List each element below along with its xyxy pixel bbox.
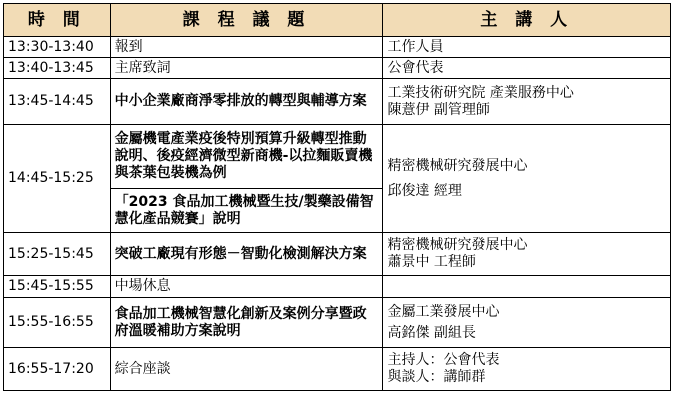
table-row xyxy=(4,37,671,58)
time-cell: 15:45-15:55 xyxy=(4,276,111,298)
speaker-cell xyxy=(383,37,671,58)
header-row xyxy=(4,4,671,37)
time-cell: 15:55-16:55 xyxy=(4,298,111,348)
speaker-cell xyxy=(383,58,671,79)
speaker-name: 高銘傑 副組長 xyxy=(387,324,476,341)
speaker-name: 邱俊達 經理 xyxy=(387,182,462,199)
speaker-line: 工作人員 xyxy=(387,38,444,55)
topic-cell: 食品加工機械智慧化創新及案例分享暨政府溫暖補助方案說明 xyxy=(110,298,383,348)
time-cell: 15:25-15:45 xyxy=(4,233,111,276)
speaker-org: 金屬工業發展中心 xyxy=(387,303,500,320)
topic-cell: 綜合座談 xyxy=(110,348,383,391)
speaker-line: 主持人：公會代表 xyxy=(387,352,500,368)
topic-cell: 中場休息 xyxy=(110,276,383,298)
header-topic: 課 程 議 題 xyxy=(110,4,383,37)
speaker-cell xyxy=(383,348,671,391)
topic-cell: 中小企業廠商淨零排放的轉型與輔導方案 xyxy=(110,79,383,125)
time-cell: 16:55-17:20 xyxy=(4,348,111,391)
table-row xyxy=(4,298,671,348)
topic-cell: 「2023 食品加工機械暨生技/製藥設備智慧化產品競賽」說明 xyxy=(110,189,383,233)
table-row xyxy=(4,348,671,391)
table-row xyxy=(4,58,671,79)
topic-cell: 金屬機電產業疫後特別預算升級轉型推動說明、後疫經濟微型新商機-以拉麵販賣機與茶葉包裝機為例 xyxy=(110,125,383,189)
speaker-cell xyxy=(383,233,671,276)
speaker-org: 工業技術研究院 產業服務中心 xyxy=(387,84,574,101)
agenda-table xyxy=(3,3,671,391)
time-cell: 13:45-14:45 xyxy=(4,79,111,125)
time-cell: 14:45-15:25 xyxy=(4,125,111,233)
speaker-name: 蕭景中 工程師 xyxy=(387,254,476,270)
table-row xyxy=(4,125,671,189)
speaker-cell xyxy=(383,298,671,348)
topic-cell: 突破工廠現有形態－智動化檢測解決方案 xyxy=(110,233,383,276)
time-cell: 13:40-13:45 xyxy=(4,58,111,79)
speaker-cell xyxy=(383,125,671,233)
speaker-cell xyxy=(383,79,671,125)
speaker-org: 精密機械研究發展中心 xyxy=(387,237,528,253)
table-row xyxy=(4,276,671,298)
topic-cell: 主席致詞 xyxy=(110,58,383,79)
table-row xyxy=(4,233,671,276)
speaker-line: 公會代表 xyxy=(387,59,444,76)
time-cell: 13:30-13:40 xyxy=(4,37,111,58)
table-row xyxy=(4,79,671,125)
speaker-cell xyxy=(383,276,671,298)
speaker-org: 精密機械研究發展中心 xyxy=(387,157,528,174)
header-speaker: 主 講 人 xyxy=(383,4,671,37)
header-time: 時 間 xyxy=(4,4,111,37)
topic-cell: 報到 xyxy=(110,37,383,58)
speaker-line: 與談人：講師群 xyxy=(387,369,486,385)
speaker-name: 陳薏伊 副管理師 xyxy=(387,101,490,118)
